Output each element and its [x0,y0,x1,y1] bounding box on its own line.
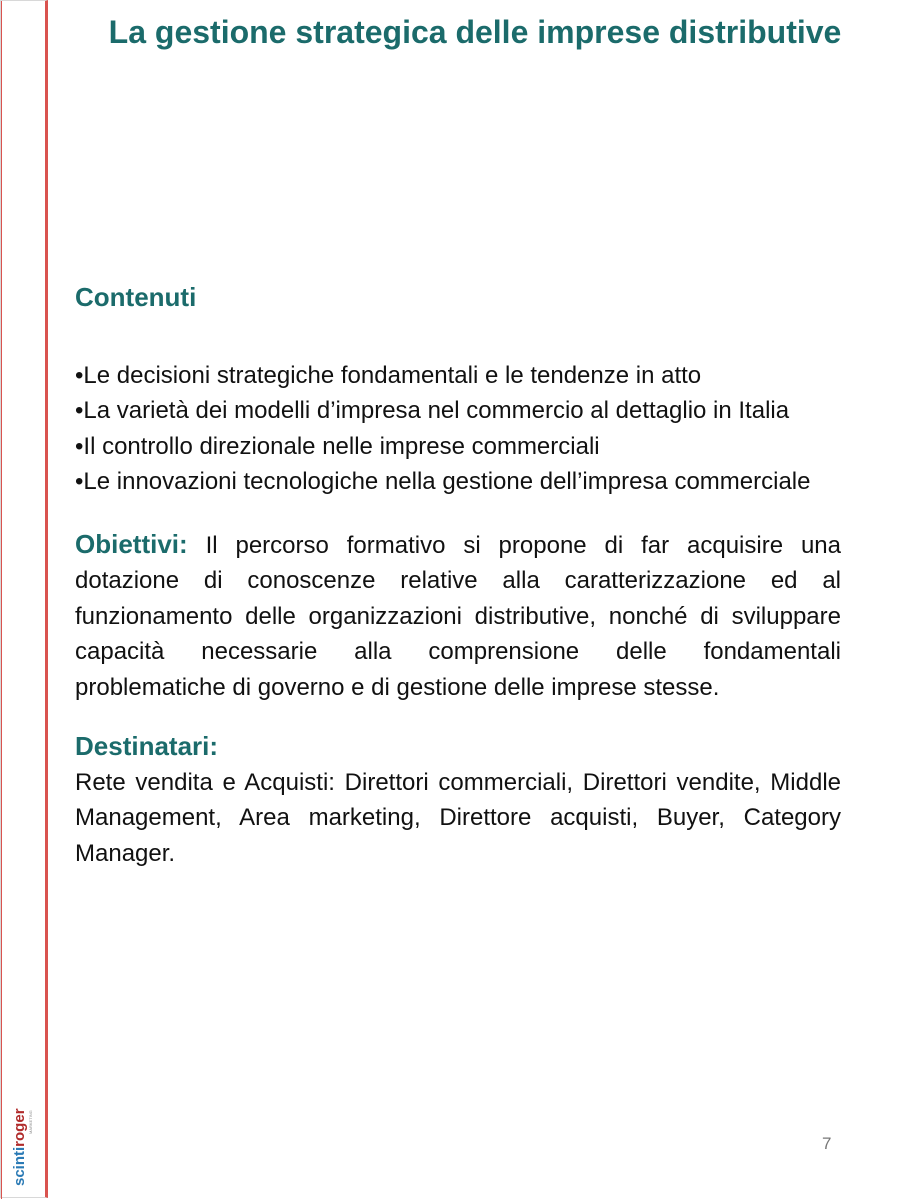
side-frame-line [1,1,2,1199]
contenuti-heading: Contenuti [75,282,197,312]
contenuti-list [75,358,841,500]
contenuti-item: •Il controllo direzionale nelle imprese commerciali [75,432,600,460]
contenuti-item: •La varietà dei modelli d’impresa nel commercio al dettaglio in Italia [75,397,790,424]
obiettivi-paragraph [75,527,841,706]
contenuti-item: •Le decisioni strategiche fondamentali e le tendenze in atto [75,361,702,389]
main-content [75,280,841,871]
company-logo [2,1098,46,1190]
obiettivi-heading: Obiettivi: [75,528,188,559]
page-title: La gestione strategica delle imprese distributive [108,14,842,50]
obiettivi-text: Il percorso formativo si propone di far acquisire una dotazione di conoscenze relative alla caratterizzazione ed al funzionamento delle organizzazioni distributive, nonché di sviluppare capacità necessarie alla comprensione delle fondamentali problematiche di governo e di gestione delle imprese stesse. [75,531,841,701]
page-number: 7 [822,1134,832,1153]
svg-text:MARKETING: MARKETING [28,1110,33,1134]
contenuti-item: •Le innovazioni tecnologiche nella gestione dell’impresa commerciale [75,468,811,495]
destinatari-text: Rete vendita e Acquisti: Direttori commerciali, Direttori vendite, Middle Management, Area marketing, Direttore acquisti, Buyer, Category Manager. [75,768,841,867]
destinatari-section [75,729,841,871]
svg-text:scintiroger: scintiroger [11,1108,28,1186]
destinatari-heading: Destinatari: [75,731,219,761]
side-frame [0,0,48,1198]
